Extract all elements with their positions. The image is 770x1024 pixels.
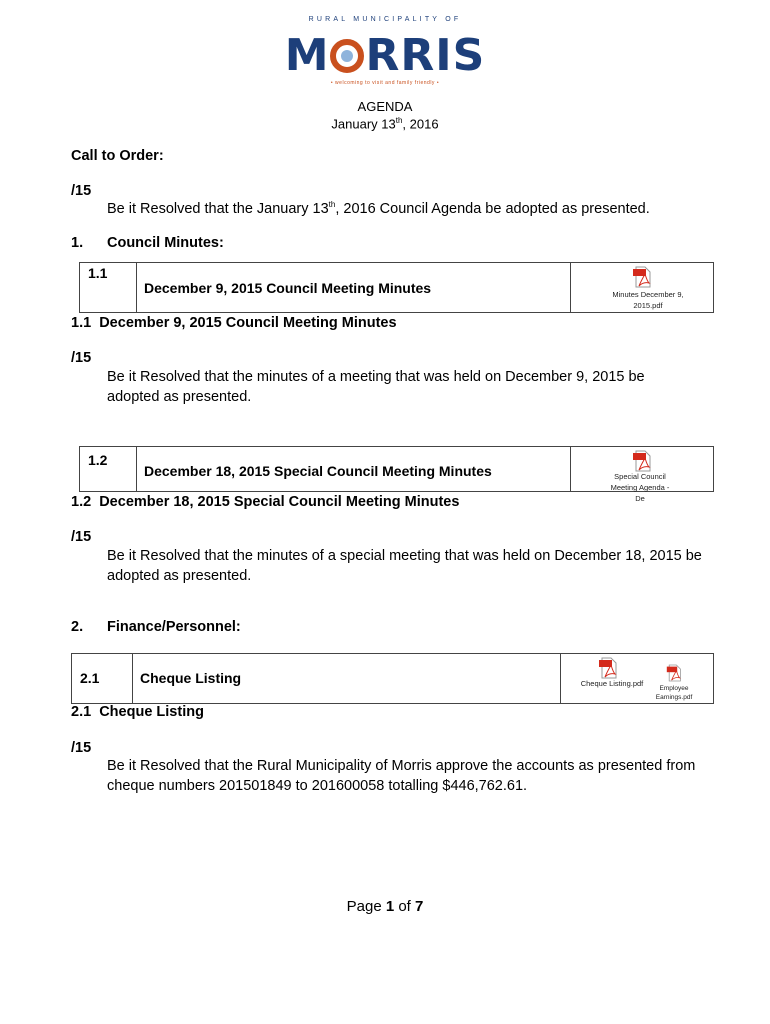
box-number: 2.1 bbox=[80, 670, 100, 686]
logo-name-pre: M bbox=[284, 30, 330, 81]
attachment-label[interactable]: Minutes December 9, 2015.pdf bbox=[612, 290, 684, 310]
page-of: of bbox=[394, 898, 416, 915]
logo-gear-icon bbox=[330, 39, 364, 73]
item-2-1-heading: 2.1 Cheque Listing bbox=[71, 704, 204, 720]
total-pages: 7 bbox=[415, 898, 424, 915]
motion-superscript: th bbox=[328, 200, 336, 209]
motion-text-post: , 2016 Council Agenda be adopted as presented. bbox=[335, 200, 650, 217]
item-1-2-motion-number: /15 bbox=[71, 529, 92, 545]
section-2-title: Finance/Personnel: bbox=[107, 619, 241, 635]
item-2-1-motion-number: /15 bbox=[71, 740, 92, 756]
motion-text-pre: Be it Resolved that the January 13 bbox=[107, 200, 329, 217]
pdf-file-icon[interactable] bbox=[598, 657, 618, 679]
call-to-order-motion bbox=[107, 200, 650, 217]
pdf-file-icon[interactable] bbox=[632, 266, 652, 288]
item-1-2-heading: 1.2 December 18, 2015 Special Council Meeting Minutes bbox=[71, 494, 460, 510]
attachment-label[interactable]: Employee Earnings.pdf bbox=[655, 685, 693, 701]
pdf-file-icon[interactable] bbox=[666, 664, 686, 686]
attachment-label[interactable]: Special Council Meeting Agenda - De bbox=[610, 472, 670, 503]
section-1-title: Council Minutes: bbox=[107, 235, 224, 251]
box-title: December 9, 2015 Council Meeting Minutes bbox=[144, 280, 432, 296]
agenda-item-box-1-2 bbox=[79, 446, 714, 503]
box-title: Cheque Listing bbox=[140, 670, 242, 686]
item-1-1-motion-number: /15 bbox=[71, 350, 92, 366]
logo-name-post: RRIS bbox=[365, 30, 486, 81]
agenda-date bbox=[0, 116, 770, 131]
item-1-1-heading: 1.1 December 9, 2015 Council Meeting Minutes bbox=[71, 315, 397, 331]
call-to-order-heading: Call to Order: bbox=[71, 148, 164, 164]
section-2-number: 2. bbox=[71, 619, 84, 635]
date-superscript: th bbox=[395, 116, 403, 125]
section-1-number: 1. bbox=[71, 235, 84, 251]
box-number: 1.2 bbox=[88, 452, 108, 468]
agenda-title: AGENDA bbox=[357, 99, 413, 114]
logo-top-text: RURAL MUNICIPALITY OF bbox=[308, 16, 462, 23]
municipality-logo bbox=[0, 30, 770, 81]
agenda-item-box-2-1 bbox=[71, 653, 714, 704]
box-title: December 18, 2015 Special Council Meeting Minutes bbox=[144, 463, 492, 479]
page-label: Page bbox=[346, 898, 386, 915]
date-text: January 13 bbox=[331, 116, 396, 132]
pdf-file-icon[interactable] bbox=[632, 450, 652, 472]
agenda-item-box-1-1 bbox=[79, 262, 714, 313]
date-year: , 2016 bbox=[402, 116, 439, 132]
page-number bbox=[0, 898, 770, 915]
item-1-2-motion: Be it Resolved that the minutes of a special meeting that was held on December 18, 2015 be adopted as presented. bbox=[107, 548, 702, 584]
attachment-label[interactable]: Cheque Listing.pdf bbox=[580, 679, 644, 688]
item-1-1-motion: Be it Resolved that the minutes of a meeting that was held on December 9, 2015 be adopted as presented. bbox=[107, 369, 645, 405]
item-2-1-motion: Be it Resolved that the Rural Municipality of Morris approve the accounts as presented from cheque numbers 201501849 to 201600058 totalling $446,762.61. bbox=[107, 758, 696, 794]
call-to-order-number: /15 bbox=[71, 183, 92, 199]
logo-tagline: • welcoming to visit and family friendly • bbox=[330, 80, 440, 86]
box-number: 1.1 bbox=[88, 265, 108, 281]
current-page: 1 bbox=[385, 898, 395, 915]
